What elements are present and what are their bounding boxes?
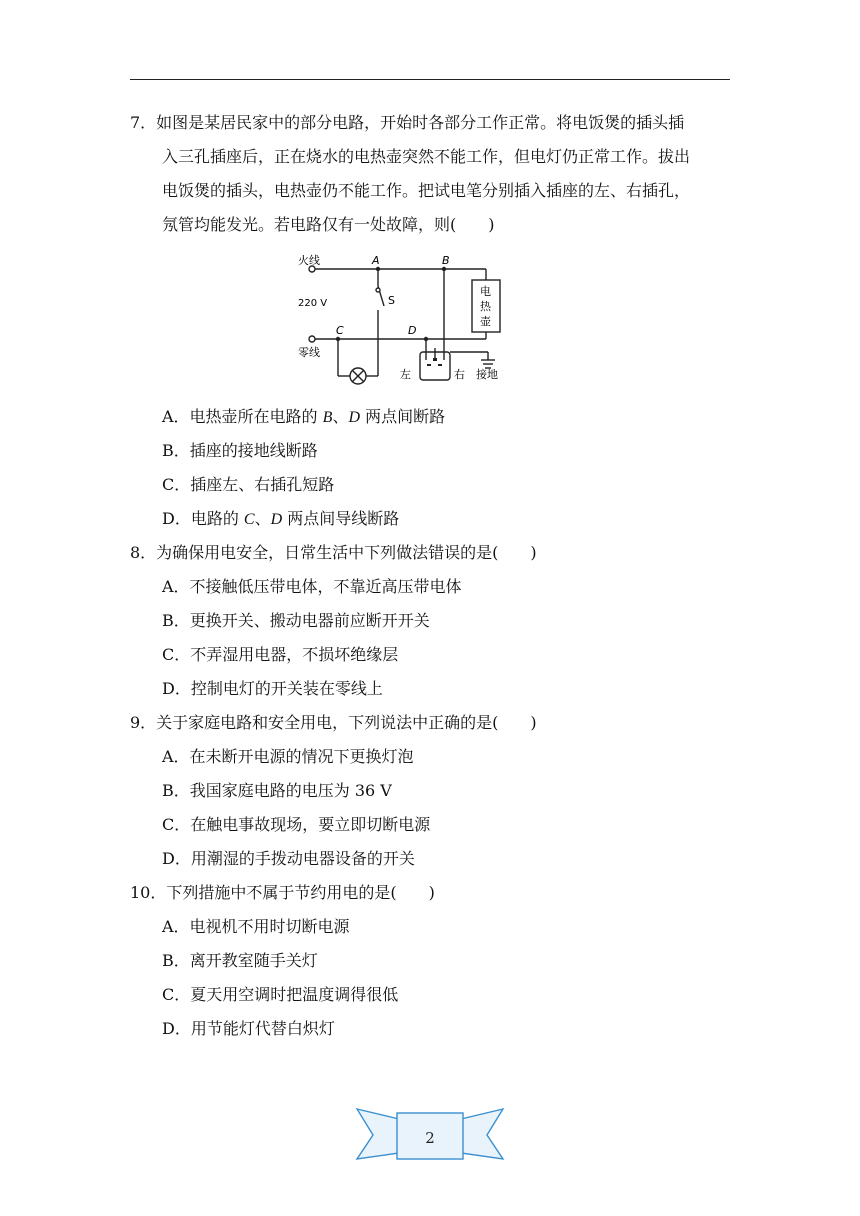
q7-option-a-pre: A．电热壶所在电路的 bbox=[162, 407, 323, 426]
q7-line-3: 电饭煲的插头，电热壶仍不能工作。把试电笔分别插入插座的左、右插孔， bbox=[162, 181, 691, 200]
q7-option-d-c: C bbox=[243, 511, 255, 528]
q8-option-d: D．控制电灯的开关装在零线上 bbox=[162, 679, 383, 698]
q10-option-d: D．用节能灯代替白炽灯 bbox=[162, 1019, 335, 1038]
label-left: 左 bbox=[400, 368, 411, 381]
q7-option-b: B．插座的接地线断路 bbox=[162, 441, 318, 460]
q7-option-d-pre: D．电路的 bbox=[162, 509, 244, 528]
page-number: 2 bbox=[425, 1129, 435, 1147]
label-b: B bbox=[442, 254, 450, 267]
q8-option-c: C．不弄湿用电器，不损坏绝缘层 bbox=[162, 645, 399, 664]
label-live: 火线 bbox=[298, 254, 320, 267]
label-kettle-3: 壶 bbox=[480, 315, 491, 328]
q10-option-a: A．电视机不用时切断电源 bbox=[162, 917, 350, 936]
q7-line-1: 7．如图是某居民家中的部分电路，开始时各部分工作正常。将电饭煲的插头插 bbox=[130, 113, 685, 132]
header-rule bbox=[130, 79, 730, 80]
label-switch: S bbox=[388, 294, 395, 307]
q7-option-d-d: D bbox=[270, 511, 283, 528]
q7-option-d-sep: 、 bbox=[254, 509, 271, 528]
label-right: 右 bbox=[454, 368, 465, 381]
label-ground: 接地 bbox=[476, 368, 498, 381]
q9-option-b: B．我国家庭电路的电压为 36 V bbox=[162, 781, 392, 800]
q7-option-d bbox=[162, 506, 399, 529]
label-voltage: 220 V bbox=[298, 298, 328, 309]
q7-option-d-post: 两点间导线断路 bbox=[282, 509, 400, 528]
q8-option-a: A．不接触低压带电体，不靠近高压带电体 bbox=[162, 577, 462, 596]
label-kettle-1: 电 bbox=[480, 285, 491, 298]
q7-option-a-sep: 、 bbox=[332, 407, 349, 426]
label-kettle-2: 热 bbox=[480, 300, 491, 313]
q7-option-c: C．插座左、右插孔短路 bbox=[162, 475, 335, 494]
q8-option-b: B．更换开关、搬动电器前应断开开关 bbox=[162, 611, 430, 630]
q7-option-a-b: B bbox=[322, 409, 333, 426]
q9-option-c: C．在触电事故现场，要立即切断电源 bbox=[162, 815, 431, 834]
q7-option-a bbox=[162, 404, 445, 427]
label-neutral: 零线 bbox=[298, 346, 320, 359]
label-a: A bbox=[372, 254, 380, 267]
q7-line-2: 入三孔插座后，正在烧水的电热壶突然不能工作，但电灯仍正常工作。拔出 bbox=[162, 147, 691, 166]
q7-option-a-d: D bbox=[348, 409, 361, 426]
page-number-ribbon bbox=[355, 1105, 505, 1165]
q9-option-d: D．用潮湿的手拨动电器设备的开关 bbox=[162, 849, 415, 868]
q9-stem: 9．关于家庭电路和安全用电，下列说法中正确的是( ) bbox=[130, 713, 537, 732]
label-d: D bbox=[408, 324, 417, 337]
q10-option-b: B．离开教室随手关灯 bbox=[162, 951, 318, 970]
circuit-diagram bbox=[290, 248, 520, 388]
q10-option-c: C．夏天用空调时把温度调得很低 bbox=[162, 985, 399, 1004]
label-c: C bbox=[336, 324, 344, 337]
q9-option-a: A．在未断开电源的情况下更换灯泡 bbox=[162, 747, 414, 766]
q7-line-4: 氖管均能发光。若电路仅有一处故障，则( ) bbox=[162, 215, 495, 234]
q10-stem: 10．下列措施中不属于节约用电的是( ) bbox=[130, 883, 435, 902]
q8-stem: 8．为确保用电安全，日常生活中下列做法错误的是( ) bbox=[130, 543, 537, 562]
q7-option-a-post: 两点间断路 bbox=[360, 407, 446, 426]
